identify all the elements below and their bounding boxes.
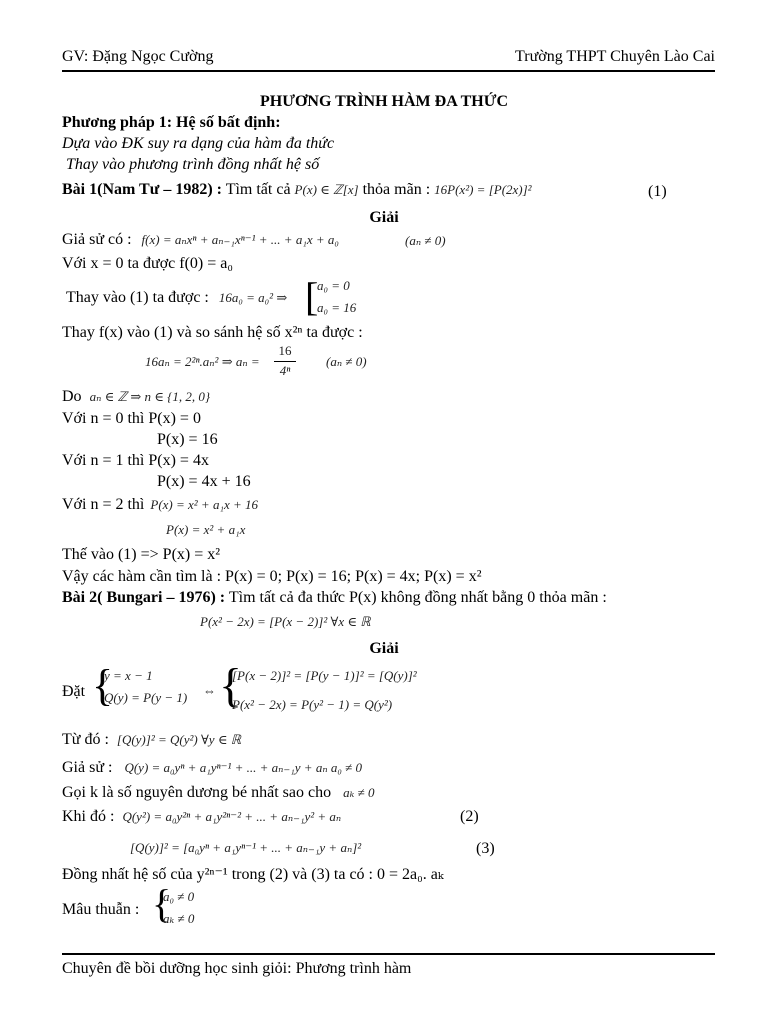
bai2-eq-number-3: (3) <box>476 840 495 857</box>
case-bracket: [ <box>305 274 319 319</box>
bai2-eq-number-2: (2) <box>460 808 479 825</box>
bai2-dat-2: Q(y) = P(y − 1) <box>104 690 188 705</box>
bai1-step-4: Thay f(x) vào (1) và so sánh hệ số x²ⁿ ta được : <box>62 324 363 341</box>
system-brace: { <box>92 661 114 710</box>
bai1-step-8: P(x) = 16 <box>157 431 218 448</box>
bai1-eq-number: (1) <box>648 183 667 200</box>
bai1-step-11 <box>62 496 258 514</box>
bai1-conclusion: Vậy các hàm cần tìm là : P(x) = 0; P(x) = 16; P(x) = 4x; P(x) = x² <box>62 568 482 585</box>
iff-symbol: ⇔ <box>203 683 216 698</box>
method-heading: Phương pháp 1: Hệ số bất định: <box>62 114 281 131</box>
bai2-system-2: P(x² − 2x) = P(y² − 1) = Q(y²) <box>232 697 393 712</box>
step-label: Thay vào (1) ta được : <box>66 289 209 306</box>
bai1-step-5-condition: (aₙ ≠ 0) <box>326 354 367 369</box>
bai1-case-2: a₀ = 16 <box>317 300 357 315</box>
footer-rule <box>62 953 715 955</box>
header-rule <box>62 70 715 72</box>
bai1-equation: 16P(x²) = [P(2x)]² <box>434 182 532 197</box>
bai1-step-6 <box>62 388 210 406</box>
system-brace: { <box>219 659 243 712</box>
step-math: 16a₀ = a₀² ⇒ <box>218 290 288 305</box>
bai1-step-12: P(x) = x² + a₁x <box>166 522 246 537</box>
bai2-equation: P(x² − 2x) = [P(x − 2)]² ∀x ∈ ℝ <box>200 614 371 629</box>
bai1-step-5-math: 16aₙ = 2²ⁿ.aₙ² ⇒ aₙ = <box>145 354 260 369</box>
header-author: GV: Đặng Ngọc Cường <box>62 48 214 65</box>
bai1-step-2: Với x = 0 ta được f(0) = a₀ <box>62 255 233 272</box>
step-label: Từ đó : <box>62 731 109 748</box>
bai2-mauthuan-label: Mâu thuẫn : <box>62 901 140 918</box>
step-label: Do <box>62 388 82 405</box>
bai2-system-1: [P(x − 2)]² = [P(y − 1)]² = [Q(y)]² <box>232 668 417 683</box>
bai2-text: Tìm tất cả đa thức P(x) không đồng nhất bằng 0 thỏa mãn : <box>228 589 607 606</box>
method-line-1: Dựa vào ĐK suy ra dạng của hàm đa thức <box>62 135 335 152</box>
step-math: Q(y) = a₀yⁿ + a₁yⁿ⁻¹ + ... + aₙ₋₁y + aₙ a₀ ≠ 0 <box>124 760 363 775</box>
step-label: Giả sử : <box>62 759 113 776</box>
bai1-step-1-condition: (aₙ ≠ 0) <box>405 233 446 248</box>
bai2-mauthuan-1: a₀ ≠ 0 <box>163 889 195 904</box>
bai1-text-2: thỏa mãn : <box>362 181 431 198</box>
step-label: Giả sử có : <box>62 231 132 248</box>
step-label: Khi đó : <box>62 808 115 825</box>
bai2-dongnhat: Đồng nhất hệ số của y²ⁿ⁻¹ trong (2) và (3) ta có : 0 = 2a₀. aₖ <box>62 866 444 883</box>
bai1-step-3 <box>66 289 287 307</box>
fraction-bar <box>274 361 296 362</box>
bai2-label: Bài 2( Bungari – 1976) : <box>62 589 226 606</box>
bai1-step-7: Với n = 0 thì P(x) = 0 <box>62 410 201 427</box>
step-math: Q(y²) = a₀y²ⁿ + a₁y²ⁿ⁻² + ... + aₙ₋₁y² + aₙ <box>122 809 342 824</box>
fraction-numerator: 16 <box>278 343 292 358</box>
step-label: Với n = 2 thì <box>62 496 145 513</box>
bai2-giasu <box>62 759 362 777</box>
step-math: f(x) = aₙxⁿ + aₙ₋₁xⁿ⁻¹ + ... + a₁x + a₀ <box>141 232 339 247</box>
bai2-dat-1: y = x − 1 <box>104 668 153 683</box>
bai2-tudo <box>62 731 241 749</box>
step-math: P(x) = x² + a₁x + 16 <box>150 497 259 512</box>
step-math: aₖ ≠ 0 <box>343 785 375 800</box>
bai1-case-1: a₀ = 0 <box>317 278 350 293</box>
fraction-denominator: 4ⁿ <box>279 363 291 378</box>
bai1-text-1: Tìm tất cả <box>225 181 291 198</box>
bai2-goik <box>62 784 374 802</box>
bai2-square-math: [Q(y)]² = [a₀yⁿ + a₁yⁿ⁻¹ + ... + aₙ₋₁y + aₙ]² <box>130 840 362 855</box>
header-school: Trường THPT Chuyên Lào Cai <box>515 48 715 65</box>
system-brace: { <box>152 881 172 926</box>
method-line-2: Thay vào phương trình đồng nhất hệ số <box>66 156 320 173</box>
bai1-condition: P(x) ∈ ℤ[x] <box>294 182 359 197</box>
bai1-step-10: P(x) = 4x + 16 <box>157 473 251 490</box>
bai1-step-13: Thế vào (1) => P(x) = x² <box>62 546 221 563</box>
bai1-solution-heading: Giải <box>369 209 399 226</box>
page-title: PHƯƠNG TRÌNH HÀM ĐA THỨC <box>259 93 508 110</box>
bai2-dat-label: Đặt <box>62 683 86 700</box>
bai2-mauthuan-2: aₖ ≠ 0 <box>163 911 195 926</box>
bai2-khido <box>62 808 341 826</box>
bai1-statement <box>62 181 532 199</box>
step-label: Gọi k là số nguyên dương bé nhất sao cho <box>62 784 332 801</box>
step-math: [Q(y)]² = Q(y²) ∀y ∈ ℝ <box>116 732 241 747</box>
bai1-label: Bài 1(Nam Tư – 1982) : <box>62 181 222 198</box>
bai2-statement <box>62 589 607 607</box>
bai1-step-1 <box>62 231 339 249</box>
bai2-solution-heading: Giải <box>369 640 399 657</box>
bai1-step-9: Với n = 1 thì P(x) = 4x <box>62 452 209 469</box>
step-math: aₙ ∈ ℤ ⇒ n ∈ {1, 2, 0} <box>89 389 211 404</box>
footer-text: Chuyên đề bồi dưỡng học sinh giỏi: Phương trình hàm <box>62 960 412 977</box>
